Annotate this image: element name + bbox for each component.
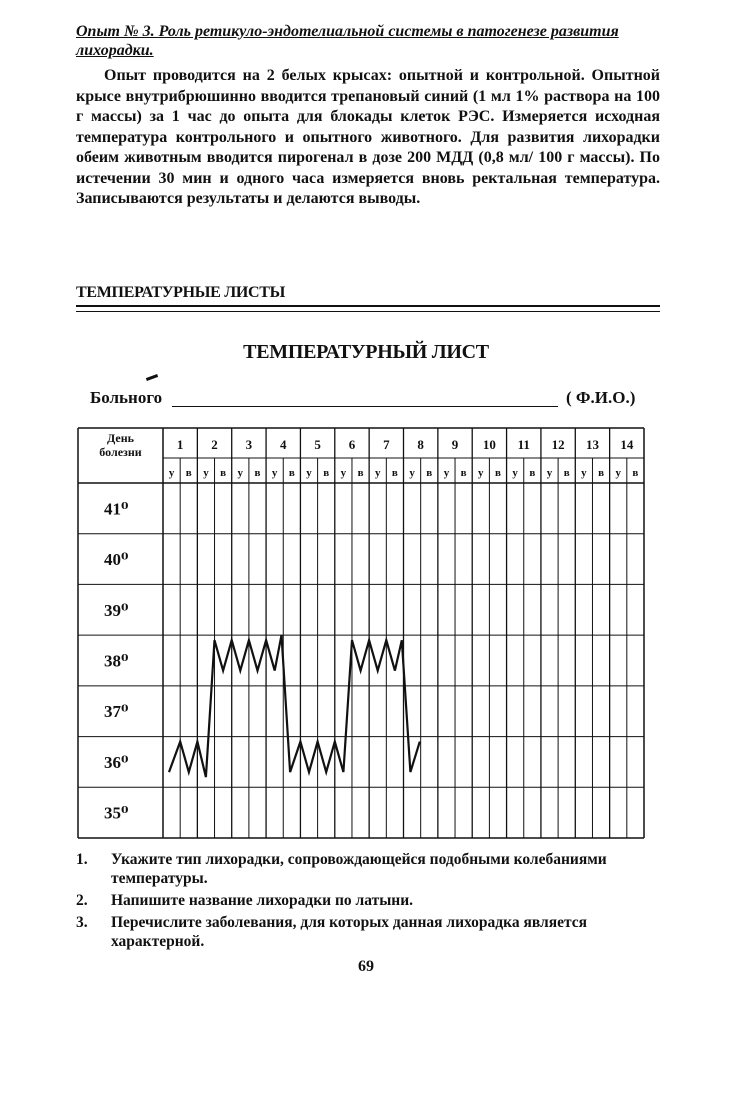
chart-time-label: у <box>615 467 621 479</box>
chart-temp-label: 36⁰ <box>104 752 129 772</box>
question-text: Перечислите заболевания, для которых данная лихорадка является характерной. <box>111 914 588 950</box>
chart-day-label: 7 <box>383 437 390 452</box>
chart-day-label: 1 <box>176 437 184 452</box>
question-number: 3. <box>76 914 88 931</box>
chart-day-label: 13 <box>585 437 599 452</box>
chart-day-label: 11 <box>517 437 530 452</box>
questions-list <box>76 850 666 954</box>
chart-time-label: у <box>409 467 415 479</box>
chart-day-label: 9 <box>451 437 459 452</box>
chart-time-label: в <box>495 467 501 479</box>
section-title: ТЕМПЕРАТУРНЫЕ ЛИСТЫ <box>76 284 286 301</box>
chart-temp-label: 38⁰ <box>104 651 129 671</box>
chart-day-label: 2 <box>211 437 218 452</box>
patient-label: Больного <box>90 388 163 407</box>
chart-temp-label: 41⁰ <box>104 499 129 519</box>
chart-time-label: в <box>357 467 364 479</box>
chart-time-label: у <box>581 467 587 479</box>
chart-time-label: у <box>168 467 175 479</box>
chart-time-label: в <box>598 467 605 479</box>
chart-time-label: в <box>288 467 295 479</box>
experiment-heading: Опыт № 3. Роль ретикуло-эндотелиальной системы в патогенезе развития лихорадки. <box>76 23 619 59</box>
chart-time-label: у <box>512 467 518 479</box>
patient-fio-label: ( Ф.И.О.) <box>566 388 636 407</box>
chart-time-label: у <box>443 467 450 479</box>
chart-time-label: в <box>563 467 570 479</box>
chart-day-label: 4 <box>280 437 287 452</box>
question-item <box>76 913 666 951</box>
question-item <box>76 850 666 888</box>
chart-day-label: 12 <box>551 437 565 452</box>
chart-temp-label: 35⁰ <box>104 803 129 823</box>
chart-time-label: у <box>271 467 278 479</box>
chart-time-label: в <box>529 467 536 479</box>
question-number: 1. <box>76 851 88 868</box>
chart-day-label: 8 <box>417 437 424 452</box>
chart-time-label: в <box>391 467 398 479</box>
chart-day-label: 5 <box>314 437 321 452</box>
chart-time-label: в <box>220 467 227 479</box>
page-number: 69 <box>358 958 374 975</box>
chart-day-label: 10 <box>482 437 496 452</box>
chart-time-label: у <box>374 467 381 479</box>
chart-time-label: у <box>546 467 553 479</box>
chart-day-label: 3 <box>245 437 253 452</box>
chart-time-label: в <box>632 467 639 479</box>
chart-time-label: у <box>306 467 312 479</box>
chart-day-label: 6 <box>348 437 356 452</box>
chart-time-label: в <box>254 467 261 479</box>
sheet-title: ТЕМПЕРАТУРНЫЙ ЛИСТ <box>243 341 489 363</box>
chart-time-label: у <box>478 467 484 479</box>
chart-time-label: в <box>426 467 433 479</box>
chart-time-label: в <box>185 467 192 479</box>
chart-day-label: 14 <box>620 437 634 452</box>
chart-time-label: в <box>460 467 467 479</box>
question-text: Укажите тип лихорадки, сопровождающейся подобными колебаниями температуры. <box>111 851 607 887</box>
chart-time-label: у <box>203 467 209 479</box>
temperature-curve <box>169 635 420 777</box>
question-text: Напишите название лихорадки по латыни. <box>111 892 414 909</box>
chart-time-label: в <box>323 467 330 479</box>
chart-temp-label: 40⁰ <box>104 550 129 570</box>
experiment-paragraph-text: Опыт проводится на 2 белых крысах: опытной и контрольной. Опытной крысе внутрибрюшинно вводится трепановый синий (1 мл 1% раствора на 100 г массы) за 1 час до опыта для блокады клеток РЭС. Измеряется исходная температура контрольного и опытного животного. Для развития лихорадки обеим животным вводится пирогенал в дозе 200 МДД (0,8 мл/ 100 г массы). По истечении 30 мин и одного часа измеряется вновь ректальная температура. Записываются результаты и делаются выводы. <box>76 67 660 207</box>
chart-header-label: болезни <box>99 445 142 459</box>
chart-time-label: у <box>340 467 347 479</box>
question-item <box>76 891 666 910</box>
chart-header-label: День <box>107 431 134 445</box>
chart-temp-label: 39⁰ <box>104 600 129 620</box>
question-number: 2. <box>76 892 88 909</box>
chart-time-label: у <box>237 467 244 479</box>
chart-temp-label: 37⁰ <box>104 702 129 722</box>
